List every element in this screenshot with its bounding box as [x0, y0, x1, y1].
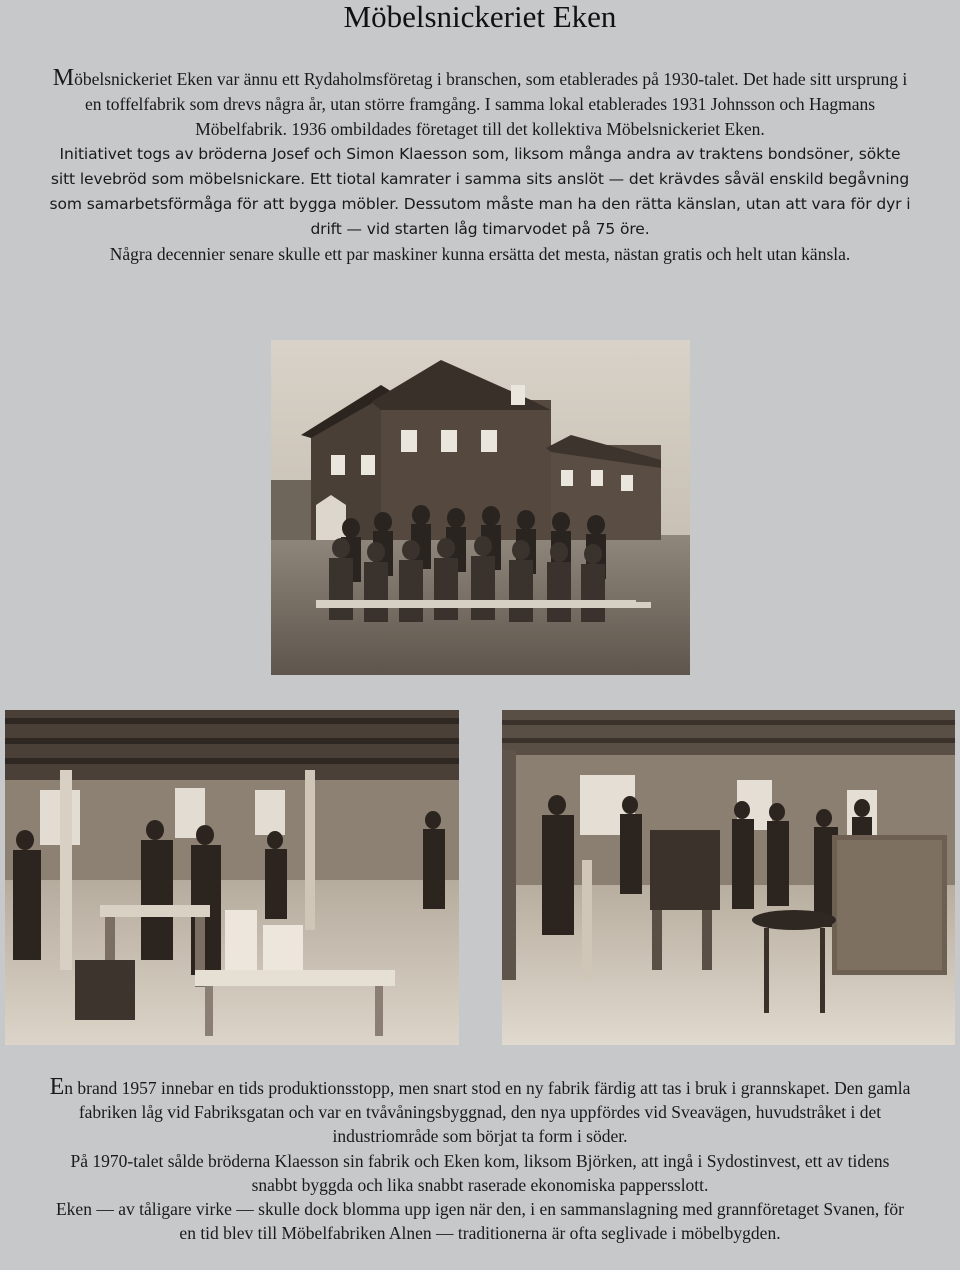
outro-paragraph-3: Eken — av tåligare virke — skulle dock blomma upp igen när den, i en sammanslagning med grannföretaget Svanen, för en tid blev till Möbelfabriken Alnen — traditionerna är ofta seglivade i möbelbygden.: [55, 1199, 904, 1244]
workshop-photo-icon: [5, 710, 459, 1045]
intro-paragraph-3: Några decennier senare skulle ett par maskiner kunna ersätta det mesta, nästan gratis och helt utan känsla.: [109, 244, 851, 264]
dropcap-e: E: [49, 1074, 65, 1100]
intro-paragraph-1-text: öbelsnickeriet Eken var ännu ett Rydaholmsföretag i branschen, som etablerades på 1930-talet. Det hade sitt ursprung i en toffelfabrik som drevs några år, utan större framgång. I samma lokal etablerades 1931 Johnsson och Hagmans Möbelfabrik. 1936 ombildades företaget till det kollektiva Möbelsnickeriet Eken.: [74, 69, 908, 139]
outro-paragraph-1-text: n brand 1957 innebar en tids produktionsstopp, men snart stod en ny fabrik färdig att tas i bruk i grannskapet.: [64, 1078, 830, 1098]
outro-text: [48, 1075, 912, 1245]
intro-paragraph-2-text: Initiativet togs av bröderna Josef och Simon Klaesson som, liksom många andra av traktens bondsöner, sökte sitt levebröd som möbelsnickare.: [50, 145, 901, 188]
intro-paragraph-2-sans2: Dessutom måste man ha den rätta känslan, utan att vara för dyr i drift — vid starten låg timarvodet på 75 öre.: [310, 195, 911, 238]
group-photo-icon: [271, 340, 690, 675]
outro-paragraph-1: [48, 1075, 912, 1149]
intro-text: [48, 66, 912, 267]
dropcap-m: M: [52, 65, 75, 91]
page-title: Möbelsnickeriet Eken: [343, 0, 617, 34]
outro-paragraph-1-cont: Den gamla fabriken låg vid Fabriksgatan och var en tvåvåningsbyggnad, den nya uppfördes vid Sveavägen, huvudstråket i det industriområde som börjat ta form i söder.: [78, 1078, 911, 1147]
workshop-photo-icon: [502, 710, 955, 1045]
intro-paragraph-2-cont: Ett tiotal kamrater i samma sits anslöt — det krävdes såväl enskild begåvning som samarbetsförmåga för att bygga möbler.: [49, 170, 910, 213]
intro-paragraph-2: [48, 142, 912, 242]
outro-paragraph-2: På 1970-talet sålde bröderna Klaesson sin fabrik och Eken kom, liksom Björken, att ingå i Sydostinvest, ett av tidens snabbt byggda och lika snabbt raserade ekonomiska pappersslott.: [70, 1150, 890, 1195]
intro-paragraph-1: [48, 66, 912, 142]
